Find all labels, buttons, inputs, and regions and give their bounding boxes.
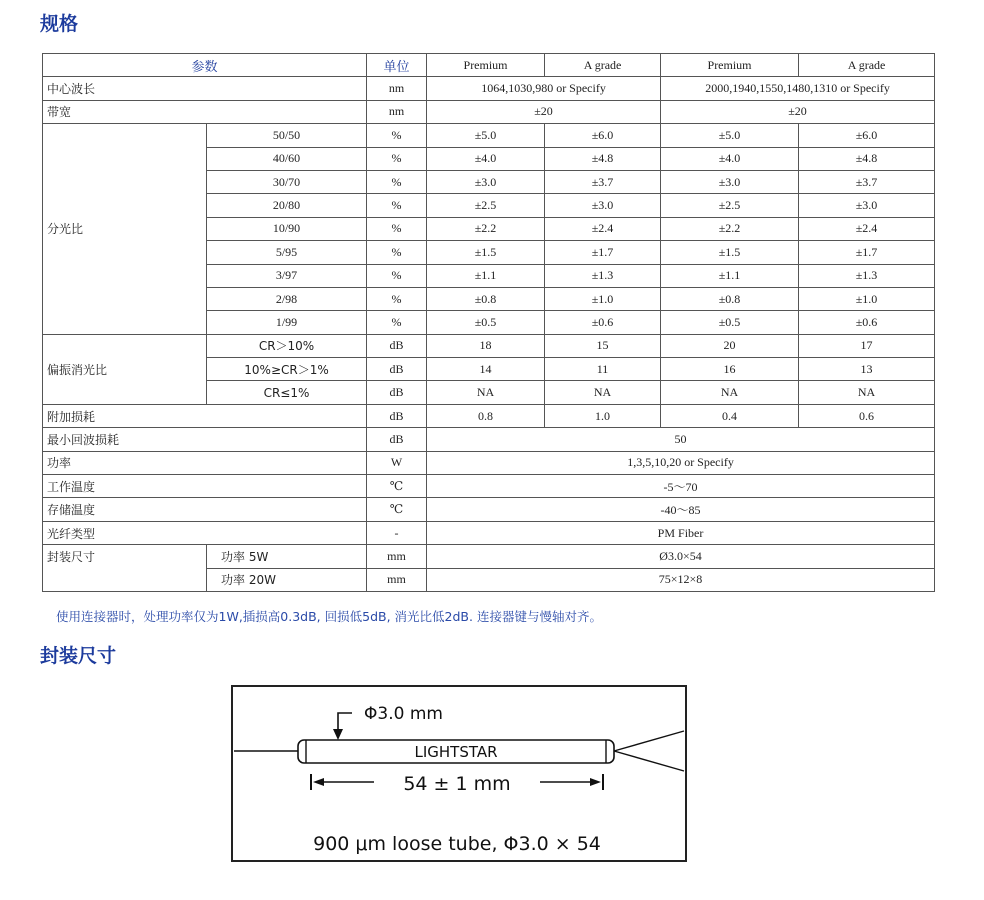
- param-label: 最小回波损耗: [43, 428, 367, 451]
- connector-note: 使用连接器时，处理功率仅为1W,插损高0.3dB, 回损低5dB, 消光比低2dB. 连接器键与慢轴对齐。: [56, 609, 602, 624]
- param-label: 中心波长: [43, 77, 367, 100]
- unit-cell: nm: [367, 77, 427, 100]
- value-cell: ±0.5: [427, 311, 545, 334]
- condition-cell: 功率 5W: [207, 545, 367, 568]
- value-cell: 75×12×8: [427, 568, 935, 591]
- value-cell: 1064,1030,980 or Specify: [427, 77, 661, 100]
- section-title-spec: 规格: [40, 13, 79, 35]
- value-cell: ±20: [427, 100, 661, 123]
- value-cell: Ø3.0×54: [427, 545, 935, 568]
- ratio-cell: 2/98: [207, 287, 367, 310]
- value-cell: -5～70: [427, 475, 935, 498]
- value-cell: 0.6: [799, 404, 935, 427]
- value-cell: ±3.0: [799, 194, 935, 217]
- value-cell: ±1.3: [545, 264, 661, 287]
- dimension-arrowhead-left: [313, 778, 324, 786]
- ratio-cell: 20/80: [207, 194, 367, 217]
- unit-cell: %: [367, 264, 427, 287]
- value-cell: ±3.0: [545, 194, 661, 217]
- value-cell: ±0.8: [661, 287, 799, 310]
- value-cell: 18: [427, 334, 545, 357]
- unit-cell: %: [367, 241, 427, 264]
- ratio-cell: 50/50: [207, 124, 367, 147]
- value-cell: ±0.6: [799, 311, 935, 334]
- value-cell: 0.4: [661, 404, 799, 427]
- value-cell: ±3.0: [427, 170, 545, 193]
- value-cell: 20: [661, 334, 799, 357]
- param-label: 工作温度: [43, 475, 367, 498]
- value-cell: ±4.8: [799, 147, 935, 170]
- unit-cell: %: [367, 170, 427, 193]
- value-cell: 1,3,5,10,20 or Specify: [427, 451, 935, 474]
- value-cell: PM Fiber: [427, 521, 935, 544]
- value-cell: ±2.4: [799, 217, 935, 240]
- diameter-arrowhead: [333, 729, 343, 740]
- value-cell: ±2.5: [661, 194, 799, 217]
- value-cell: ±3.7: [799, 170, 935, 193]
- value-cell: 50: [427, 428, 935, 451]
- unit-cell: mm: [367, 545, 427, 568]
- value-cell: NA: [661, 381, 799, 404]
- value-cell: ±2.5: [427, 194, 545, 217]
- unit-cell: dB: [367, 428, 427, 451]
- value-cell: ±2.2: [661, 217, 799, 240]
- param-label: 封装尺寸: [43, 545, 207, 592]
- value-cell: ±6.0: [545, 124, 661, 147]
- dimension-arrowhead-right: [590, 778, 601, 786]
- value-cell: ±2.4: [545, 217, 661, 240]
- unit-cell: dB: [367, 381, 427, 404]
- value-cell: ±0.6: [545, 311, 661, 334]
- package-drawing: [231, 685, 687, 862]
- value-cell: 14: [427, 358, 545, 381]
- value-cell: NA: [545, 381, 661, 404]
- value-cell: ±4.8: [545, 147, 661, 170]
- unit-cell: %: [367, 217, 427, 240]
- unit-cell: dB: [367, 358, 427, 381]
- unit-cell: -: [367, 521, 427, 544]
- value-cell: ±1.5: [661, 241, 799, 264]
- value-cell: NA: [799, 381, 935, 404]
- unit-cell: %: [367, 287, 427, 310]
- value-cell: -40～85: [427, 498, 935, 521]
- unit-cell: %: [367, 194, 427, 217]
- value-cell: 0.8: [427, 404, 545, 427]
- ratio-cell: 3/97: [207, 264, 367, 287]
- value-cell: ±1.7: [545, 241, 661, 264]
- value-cell: 2000,1940,1550,1480,1310 or Specify: [661, 77, 935, 100]
- output-fiber-1: [614, 731, 684, 751]
- condition-cell: CR≤1%: [207, 381, 367, 404]
- value-cell: ±1.3: [799, 264, 935, 287]
- value-cell: NA: [427, 381, 545, 404]
- param-label: 附加损耗: [43, 404, 367, 427]
- ratio-cell: 40/60: [207, 147, 367, 170]
- unit-cell: dB: [367, 334, 427, 357]
- unit-cell: %: [367, 124, 427, 147]
- value-cell: 13: [799, 358, 935, 381]
- value-cell: ±4.0: [427, 147, 545, 170]
- header-unit: 单位: [367, 54, 427, 77]
- param-label: 偏振消光比: [43, 334, 207, 404]
- value-cell: 15: [545, 334, 661, 357]
- value-cell: ±5.0: [427, 124, 545, 147]
- ratio-cell: 10/90: [207, 217, 367, 240]
- value-cell: ±0.8: [427, 287, 545, 310]
- unit-cell: nm: [367, 100, 427, 123]
- unit-cell: ℃: [367, 498, 427, 521]
- value-cell: ±1.0: [799, 287, 935, 310]
- header-col1: Premium: [427, 54, 545, 77]
- value-cell: 17: [799, 334, 935, 357]
- value-cell: ±1.0: [545, 287, 661, 310]
- value-cell: ±3.0: [661, 170, 799, 193]
- param-label: 功率: [43, 451, 367, 474]
- value-cell: ±1.1: [661, 264, 799, 287]
- ratio-cell: 5/95: [207, 241, 367, 264]
- unit-cell: ℃: [367, 475, 427, 498]
- diameter-label: Φ3.0 mm: [364, 704, 443, 724]
- drawing-caption: 900 μm loose tube, Φ3.0 × 54: [313, 833, 601, 855]
- value-cell: ±1.7: [799, 241, 935, 264]
- param-label: 存储温度: [43, 498, 367, 521]
- brand-label: LIGHTSTAR: [414, 743, 498, 761]
- unit-cell: %: [367, 311, 427, 334]
- value-cell: ±1.5: [427, 241, 545, 264]
- value-cell: 16: [661, 358, 799, 381]
- output-fiber-2: [614, 751, 684, 771]
- value-cell: 11: [545, 358, 661, 381]
- value-cell: ±0.5: [661, 311, 799, 334]
- length-label: 54 ± 1 mm: [403, 773, 511, 795]
- section-title-package: 封装尺寸: [40, 645, 117, 667]
- condition-cell: 功率 20W: [207, 568, 367, 591]
- param-label: 光纤类型: [43, 521, 367, 544]
- unit-cell: mm: [367, 568, 427, 591]
- ratio-cell: 30/70: [207, 170, 367, 193]
- header-col2: A grade: [545, 54, 661, 77]
- value-cell: ±5.0: [661, 124, 799, 147]
- header-col4: A grade: [799, 54, 935, 77]
- value-cell: 1.0: [545, 404, 661, 427]
- condition-cell: 10%≥CR＞1%: [207, 358, 367, 381]
- unit-cell: W: [367, 451, 427, 474]
- header-col3: Premium: [661, 54, 799, 77]
- value-cell: ±2.2: [427, 217, 545, 240]
- param-label: 带宽: [43, 100, 367, 123]
- unit-cell: dB: [367, 404, 427, 427]
- value-cell: ±4.0: [661, 147, 799, 170]
- value-cell: ±3.7: [545, 170, 661, 193]
- ratio-cell: 1/99: [207, 311, 367, 334]
- value-cell: ±6.0: [799, 124, 935, 147]
- unit-cell: %: [367, 147, 427, 170]
- value-cell: ±1.1: [427, 264, 545, 287]
- header-param: 参数: [43, 54, 367, 77]
- condition-cell: CR＞10%: [207, 334, 367, 357]
- param-label: 分光比: [43, 124, 207, 335]
- value-cell: ±20: [661, 100, 935, 123]
